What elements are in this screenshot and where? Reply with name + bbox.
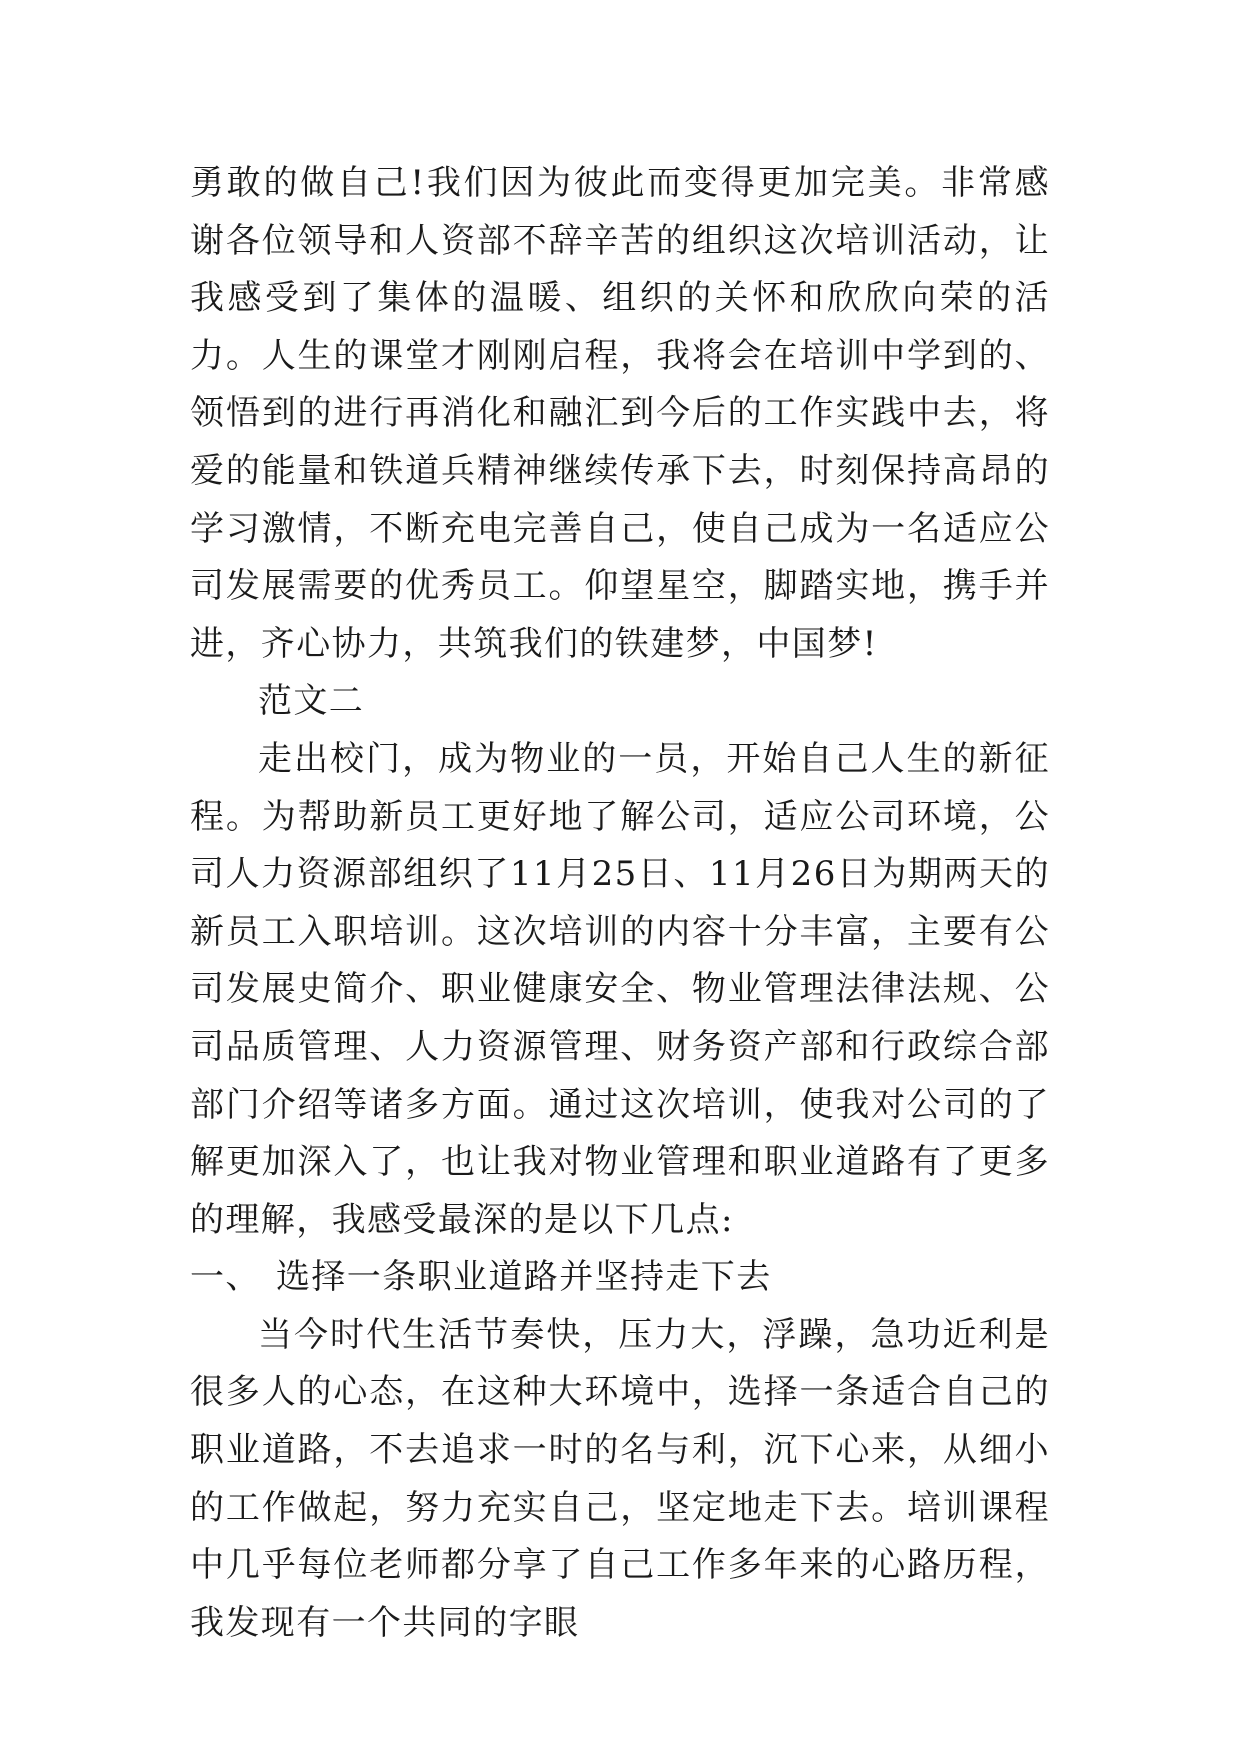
list-marker: 一、	[190, 1257, 261, 1298]
paragraph-body: 当今时代生活节奏快，压力大，浮躁，急功近利是很多人的心态，在这种大环境中，选择一条适合自己的职业道路，不去追求一时的名与利，沉下心来，从细小的工作做起，努力充实自己，坚定地走下去。培训课程中几乎每位老师都分享了自己工作多年来的心路历程，我发现有一个共同的字眼	[190, 1314, 1050, 1643]
list-item-text: 选择一条职业道路并坚持走下去	[276, 1257, 772, 1298]
paragraph-closing: 勇敢的做自己!我们因为彼此而变得更加完美。非常感谢各位领导和人资部不辞辛苦的组织这次培训活动，让我感受到了集体的温暖、组织的关怀和欣欣向荣的活力。人生的课堂才刚刚启程，我将会在培训中学到的、领悟到的进行再消化和融汇到今后的工作实践中去，将爱的能量和铁道兵精神继续传承下去，时刻保持高昂的学习激情，不断充电完善自己，使自己成为一名适应公司发展需要的优秀员工。仰望星空，脚踏实地，携手并进，齐心协力，共筑我们的铁建梦，中国梦!	[190, 163, 1050, 664]
list-item-one	[190, 1249, 1050, 1307]
document-body	[190, 155, 1050, 1652]
paragraph-intro: 走出校门，成为物业的一员，开始自己人生的新征程。为帮助新员工更好地了解公司，适应公司环境，公司人力资源部组织了11月25日、11月26日为期两天的新员工入职培训。这次培训的内容十分丰富，主要有公司发展史简介、职业健康安全、物业管理法律法规、公司品质管理、人力资源管理、财务资产部和行政综合部部门介绍等诸多方面。通过这次培训，使我对公司的了解更加深入了，也让我对物业管理和职业道路有了更多的理解，我感受最深的是以下几点:	[190, 738, 1050, 1240]
section-heading-sample-two: 范文二	[258, 681, 365, 722]
